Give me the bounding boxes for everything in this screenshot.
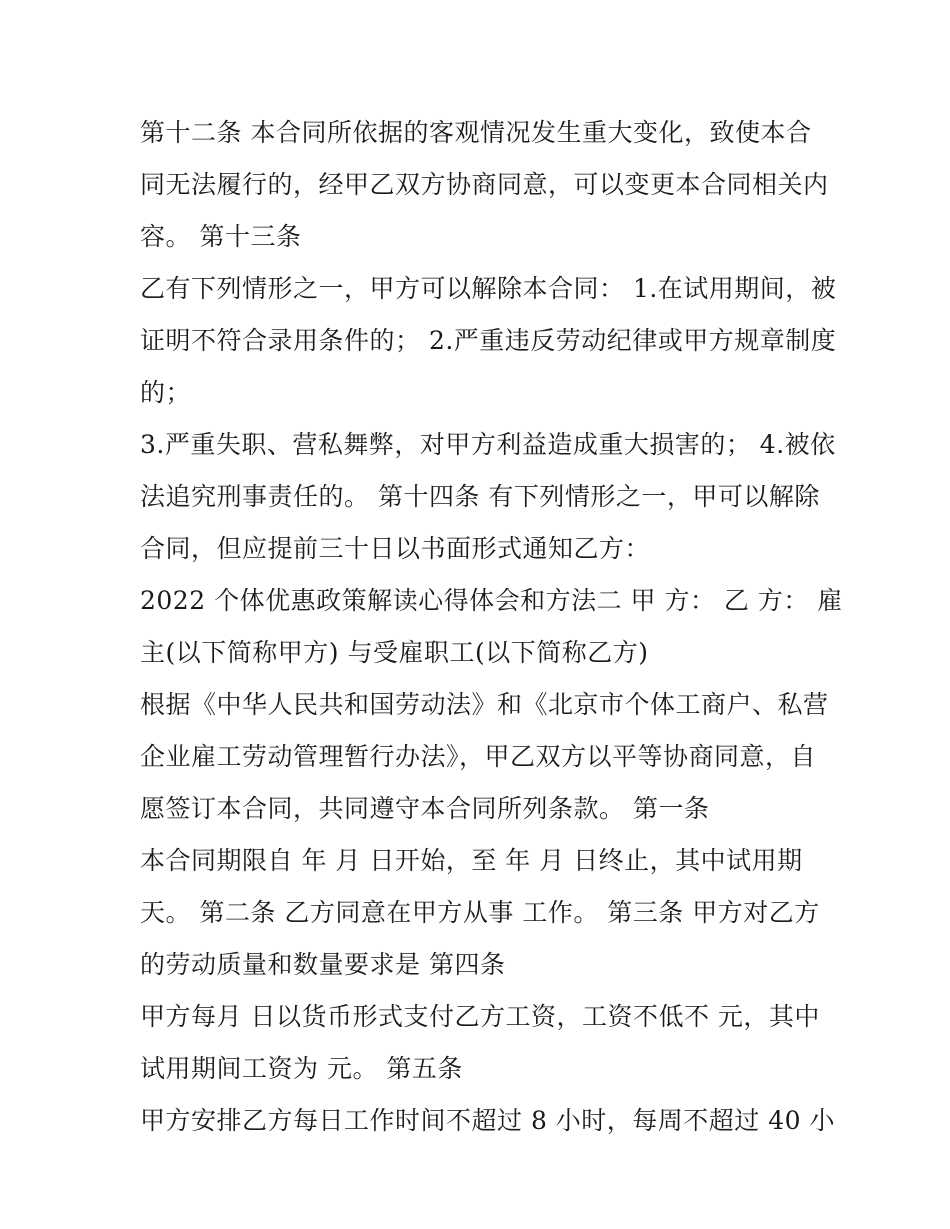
document-body <box>140 107 843 1147</box>
text-line: 根据《中华人民共和国劳动法》和《北京市个体工商户、私营 <box>140 690 829 719</box>
text-line: 3.严重失职、营私舞弊，对甲方利益造成重大损害的； 4.被依 <box>140 430 836 459</box>
text-line: 愿签订本合同，共同遵守本合同所列条款。 第一条 <box>140 794 710 823</box>
text-line: 的； <box>140 378 192 407</box>
text-line: 试用期间工资为 元。 第五条 <box>140 1054 463 1083</box>
text-line: 天。 第二条 乙方同意在甲方从事 工作。 第三条 甲方对乙方 <box>140 898 820 927</box>
text-line: 主(以下简称甲方) 与受雇职工(以下简称乙方) <box>140 638 649 667</box>
text-line: 2022 个体优惠政策解读心得体会和方法二 甲 方： 乙 方： 雇 <box>140 586 843 615</box>
text-line: 法追究刑事责任的。 第十四条 有下列情形之一，甲可以解除 <box>140 482 820 511</box>
text-line: 同无法履行的，经甲乙双方协商同意，可以变更本合同相关内 <box>140 170 829 199</box>
text-line: 本合同期限自 年 月 日开始，至 年 月 日终止，其中试用期 <box>140 846 803 875</box>
text-line: 企业雇工劳动管理暂行办法》，甲乙双方以平等协商同意，自 <box>140 742 817 771</box>
text-line: 证明不符合录用条件的； 2.严重违反劳动纪律或甲方规章制度 <box>140 326 837 355</box>
text-line: 乙有下列情形之一，甲方可以解除本合同： 1.在试用期间，被 <box>140 274 837 303</box>
text-line: 容。 第十三条 <box>140 222 302 251</box>
text-line: 甲方安排乙方每日工作时间不超过 8 小时，每周不超过 40 小 <box>140 1106 836 1135</box>
text-line: 第十二条 本合同所依据的客观情况发生重大变化，致使本合 <box>140 118 812 147</box>
text-line: 的劳动质量和数量要求是 第四条 <box>140 950 506 979</box>
text-line: 甲方每月 日以货币形式支付乙方工资，工资不低不 元，其中 <box>140 1002 820 1031</box>
text-line: 合同，但应提前三十日以书面形式通知乙方： <box>140 534 651 563</box>
